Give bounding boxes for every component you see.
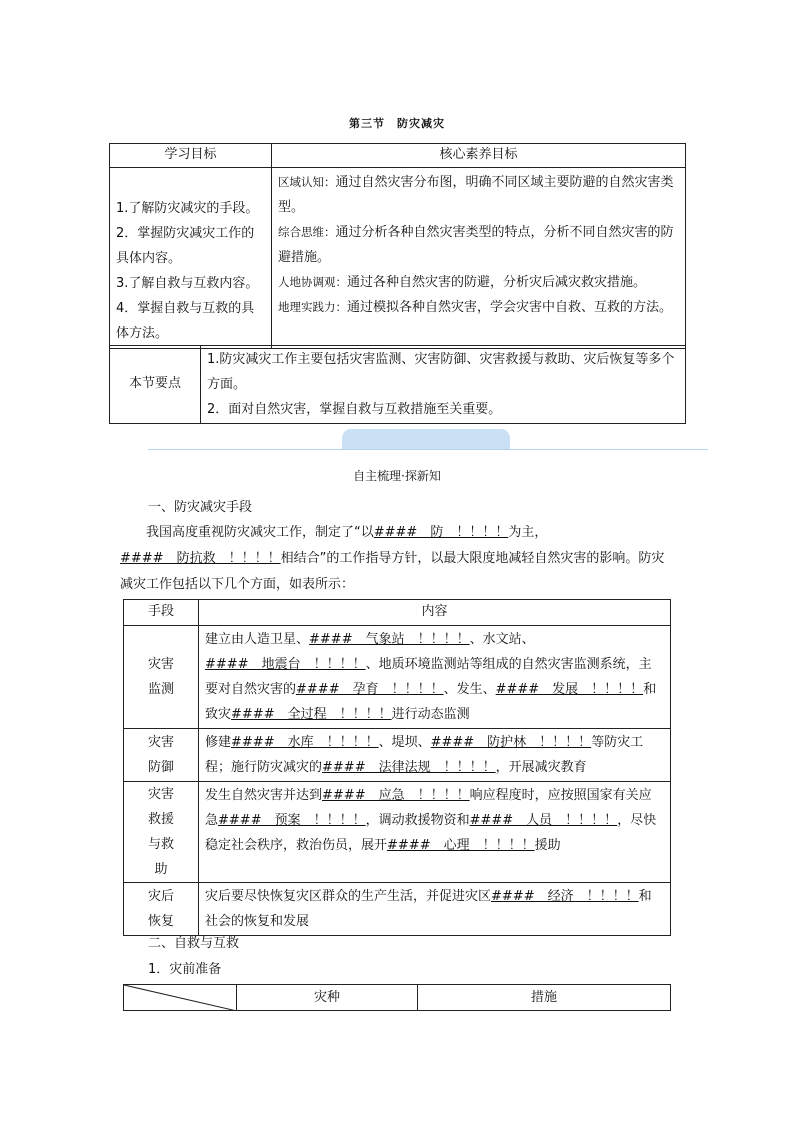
category-line: 救援	[147, 812, 174, 827]
key-points-label: 本节要点	[110, 346, 201, 424]
fill-blank: #### 法律法规 ！！！！	[322, 760, 496, 775]
header-means: 手段	[124, 600, 199, 626]
literacy-label: 区域认知：	[278, 175, 336, 189]
fill-blank: #### 防 ！！！！	[373, 525, 509, 540]
literacy-label: 综合思维：	[278, 225, 336, 239]
means-row	[124, 782, 671, 883]
literacy-text: 通过模拟各种自然灾害，学会灾害中自救、互救的方法。	[347, 300, 673, 315]
header-learning-goals: 学习目标	[110, 144, 272, 168]
fill-blank: #### 心理 ！！！！	[387, 838, 535, 853]
means-category	[124, 729, 199, 782]
section-banner-tab	[342, 429, 510, 450]
learning-goal-item: 3.了解自救与互救内容。	[116, 276, 259, 291]
heading-pre-disaster-prep: 1．灾前准备	[148, 962, 222, 977]
header-literacy-goals: 核心素养目标	[272, 144, 686, 168]
learning-goal-item: 4．掌握自救与互救的具体方法。	[116, 301, 255, 341]
category-line: 恢复	[147, 914, 174, 929]
content-text: 、水文站、	[469, 632, 535, 647]
means-row	[124, 883, 671, 936]
means-category	[124, 782, 199, 883]
header-measures: 措施	[418, 985, 671, 1011]
content-text: 援助	[534, 838, 561, 853]
literacy-goal-item	[278, 270, 679, 295]
content-text: ，尽快稳定社会秩序，救治伤员，展开	[205, 813, 657, 853]
fill-blank: #### 全过程 ！！！！	[231, 707, 392, 722]
header-disaster-type: 灾种	[237, 985, 418, 1011]
diagonal-line	[124, 985, 237, 1011]
category-line: 灾害	[147, 787, 174, 802]
section-title: 自主梳理·探新知	[353, 469, 441, 483]
fill-blank: #### 防抗救 ！！！！	[120, 551, 281, 566]
literacy-text: 通过各种自然灾害的防避，分析灾后减灾救灾措施。	[347, 275, 647, 290]
fill-blank: #### 经济 ！！！！	[491, 889, 639, 904]
prep-header-row	[124, 985, 671, 1011]
fill-blank: #### 防护林 ！！！！	[430, 735, 592, 750]
means-content	[199, 782, 671, 883]
content-text: 、发生、	[443, 682, 496, 697]
fill-blank: #### 地震台 ！！！！	[205, 657, 366, 672]
content-text: 、地质环境监测站等组成的自然灾害监测系统，主要对自然灾害的	[205, 657, 652, 697]
content-text: 和致灾	[205, 682, 657, 722]
content-text: 发生自然灾害并达到	[205, 788, 323, 803]
category-line: 灾害	[147, 657, 174, 672]
diagonal-header-cell	[124, 985, 237, 1011]
content-text: 进行动态监测	[391, 707, 470, 722]
learning-goals-table	[109, 143, 686, 349]
means-row	[124, 626, 671, 729]
category-line: 助	[154, 862, 168, 877]
learning-goal-item: 2．掌握防灾减灾工作的具体内容。	[116, 226, 255, 266]
fill-blank: #### 发展 ！！！！	[495, 682, 644, 697]
pre-disaster-prep-table	[123, 984, 671, 1011]
category-line: 与救	[147, 837, 174, 852]
content-text: 、堤坝、	[378, 735, 431, 750]
category-line: 灾后	[147, 889, 174, 904]
key-point-item: 1.防灾减灾工作主要包括灾害监测、灾害防御、灾害救援与救助、灾后恢复等多个方面。	[207, 352, 675, 392]
literacy-text: 通过自然灾害分布图，明确不同区域主要防避的自然灾害类型。	[278, 175, 674, 215]
heading-self-rescue: 二、自救与互救	[148, 936, 240, 951]
learning-goals-cell	[110, 168, 272, 349]
literacy-goals-cell	[272, 168, 686, 349]
key-point-item: 2．面对自然灾害，掌握自救与互救措施至关重要。	[207, 402, 502, 417]
fill-blank: #### 水库 ！！！！	[231, 735, 379, 750]
fill-blank: #### 人员 ！！！！	[469, 813, 618, 828]
key-points-table	[109, 345, 686, 424]
prevention-means-table	[123, 599, 671, 936]
literacy-text: 通过分析各种自然灾害类型的特点，分析不同自然灾害的防避措施。	[278, 225, 674, 265]
content-text: ，开展减灾教育	[495, 760, 587, 775]
category-line: 灾害	[147, 735, 174, 750]
learning-goal-item: 1.了解防灾减灾的手段。	[116, 201, 259, 216]
fill-blank: #### 孕育 ！！！！	[296, 682, 444, 697]
key-points-cell	[201, 346, 686, 424]
fill-blank: #### 应急 ！！！！	[322, 788, 470, 803]
paragraph-text: 为主，	[508, 525, 548, 540]
literacy-label: 人地协调观：	[278, 275, 347, 289]
content-text: 建立由人造卫星、	[205, 632, 310, 647]
content-text: 修建	[205, 735, 232, 750]
literacy-goal-item	[278, 295, 679, 320]
content-text: ，调动救援物资和	[365, 813, 470, 828]
header-content: 内容	[199, 600, 671, 626]
section-divider	[148, 449, 708, 450]
means-content	[199, 883, 671, 936]
paragraph-text: 我国高度重视防灾减灾工作，制定了“以	[146, 525, 374, 540]
means-content	[199, 626, 671, 729]
content-text: 灾后要尽快恢复灾区群众的生产生活，并促进灾区	[205, 889, 492, 904]
paragraph-text: 相结合”的工作指导方针，以最大限度地减轻自然灾害的影响。防灾减灾工作包括以下几个方面，如表所示：	[120, 551, 665, 592]
page-title: 第三节 防灾减灾	[349, 117, 445, 130]
content-text: 和社会的恢复和发展	[205, 889, 652, 929]
literacy-goal-item	[278, 170, 679, 220]
fill-blank: #### 气象站 ！！！！	[309, 632, 470, 647]
means-category	[124, 626, 199, 729]
category-line: 监测	[147, 682, 174, 697]
category-line: 防御	[147, 760, 174, 775]
heading-disaster-prevention-means: 一、防灾减灾手段	[148, 500, 253, 515]
means-row	[124, 729, 671, 782]
goals-body-row	[110, 168, 686, 349]
literacy-label: 地理实践力：	[278, 300, 347, 314]
goals-header-row	[110, 144, 686, 168]
content-text: 等防灾工程；施行防灾减灾的	[205, 735, 644, 775]
content-text: 响应程度时，应按照国家有关应急	[205, 788, 652, 828]
means-header-row	[124, 600, 671, 626]
fill-blank: #### 预案 ！！！！	[218, 813, 366, 828]
literacy-goal-item	[278, 220, 679, 270]
intro-paragraph	[120, 520, 676, 598]
means-content	[199, 729, 671, 782]
key-points-row	[110, 346, 686, 424]
means-category	[124, 883, 199, 936]
